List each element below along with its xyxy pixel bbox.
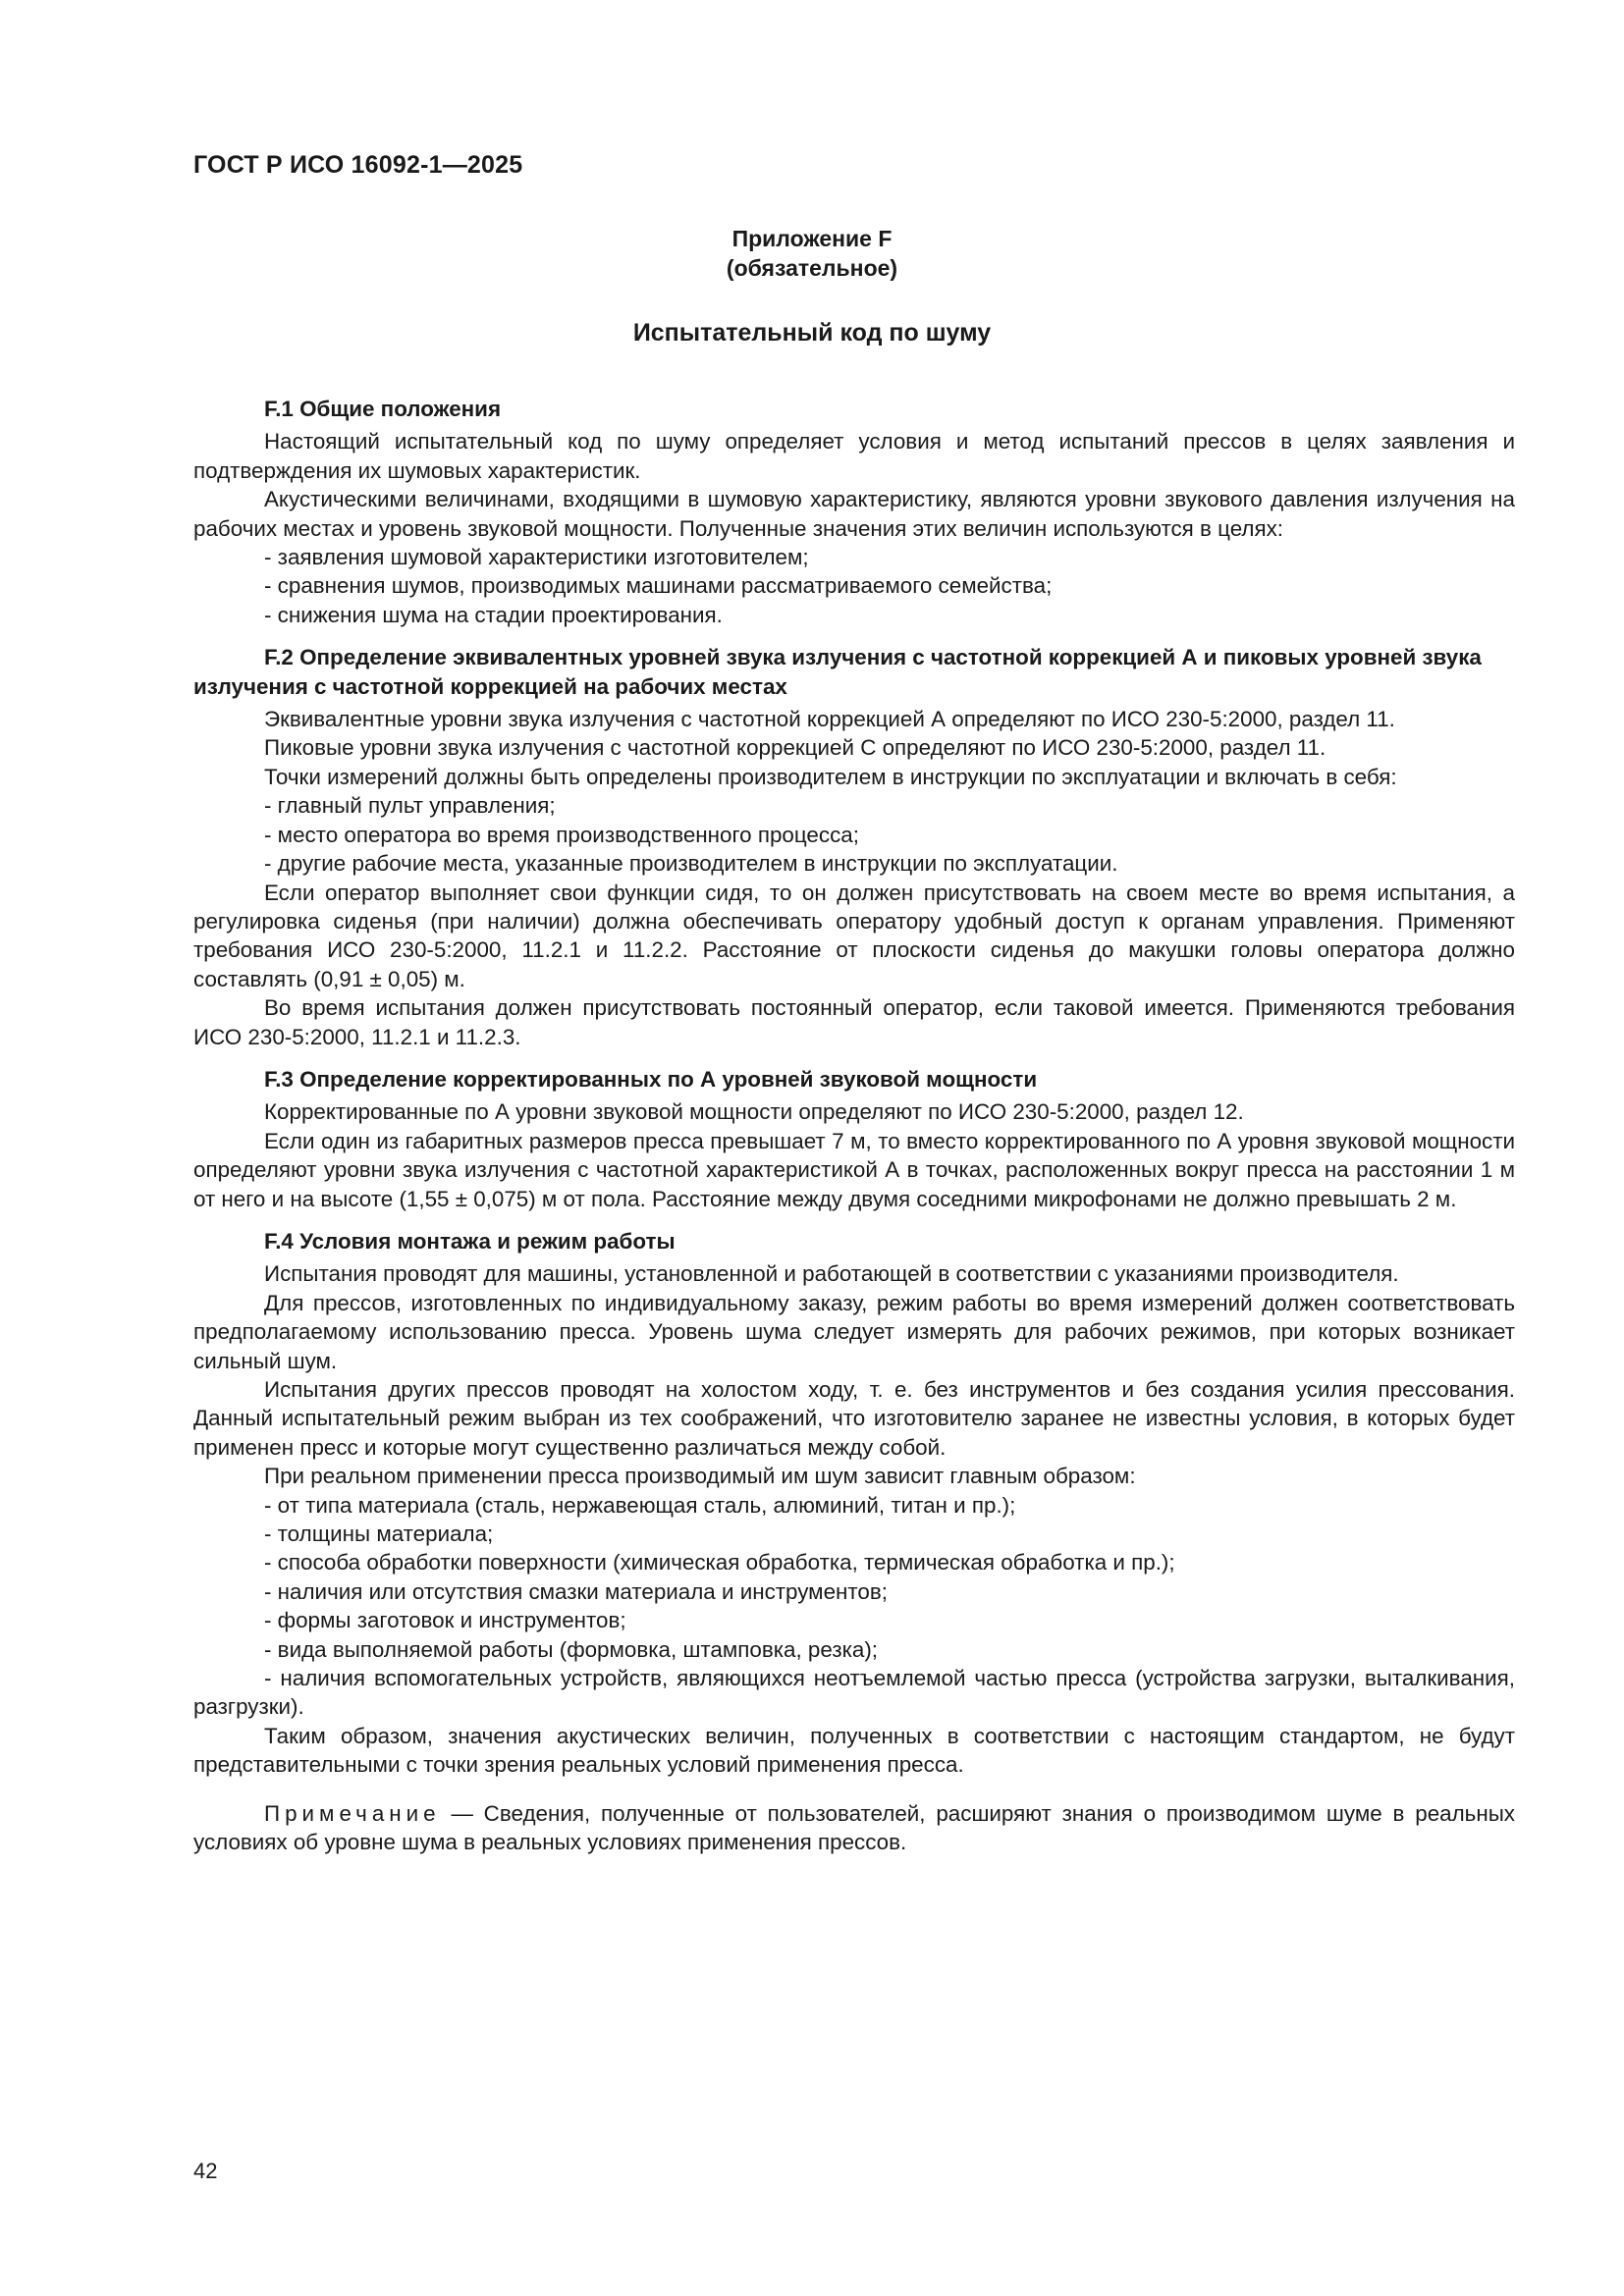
list-item: - главный пульт управления; [264,793,556,819]
list-item: - способа обработки поверхности (химическая обработка, термическая обработка и пр.); [264,1550,1175,1575]
section-f2-title: F.2 Определение эквивалентных уровней звука излучения с частотной коррекцией А и пиковых уровней звука излучения с частотной коррекцией на рабочих местах [193,645,1482,699]
note-label: Примечание [264,1800,441,1826]
paragraph: Таким образом, значения акустических величин, полученных в соответствии с настоящим стандартом, не будут представительными с точки зрения реальных условий применения пресса. [193,1723,1515,1778]
paragraph: Настоящий испытательный код по шуму определяет условия и метод испытаний прессов в целях заявления и подтверждения их шумовых характеристик. [193,429,1515,483]
paragraph: Испытания других прессов проводят на холостом ходу, т. е. без инструментов и без создания усилия прессования. Данный испытательный режим выбран из тех соображений, что изготовителю заранее не известны условия, в которых будет применен пресс и которые могут существенно различаться между собой. [193,1377,1515,1460]
list-item: - наличия или отсутствия смазки материала и инструментов; [264,1578,888,1604]
paragraph: Испытания проводят для машины, установленной и работающей в соответствии с указаниями производителя. [264,1261,1399,1287]
paragraph: Акустическими величинами, входящими в шумовую характеристику, являются уровни звукового давления излучения на рабочих местах и уровень звуковой мощности. Полученные значения этих величин используются в целях: [193,487,1515,541]
paragraph: Эквивалентные уровни звука излучения с частотной коррекцией А определяют по ИСО 230-5:2000, раздел 11. [264,707,1395,732]
annex-title: Приложение F [731,226,893,251]
paragraph: Во время испытания должен присутствовать постоянный оператор, если таковой имеется. Применяются требования ИСО 230-5:2000, 11.2.1 и 11.2.3. [193,995,1515,1049]
list-item: - от типа материала (сталь, нержавеющая сталь, алюминий, титан и пр.); [264,1492,1016,1518]
list-item: - наличия вспомогательных устройств, являющихся неотъемлемой частью пресса (устройства загрузки, выталкивания, разгрузки). [193,1666,1515,1720]
list-item: - вида выполняемой работы (формовка, штамповка, резка); [264,1636,879,1662]
annex-heading: Испытательный код по шуму [632,319,992,347]
annex-status: (обязательное) [726,255,898,281]
page-number: 42 [193,2159,218,2183]
section-f4-title: F.4 Условия монтажа и режим работы [264,1228,676,1254]
list-item: - сравнения шумов, производимых машинами рассматриваемого семейства; [264,573,1053,599]
paragraph: Корректированные по А уровни звуковой мощности определяют по ИСО 230-5:2000, раздел 12. [264,1099,1244,1125]
document-code: ГОСТ Р ИСО 16092-1—2025 [193,151,523,179]
annex-header [0,224,1624,283]
section-f1-title: F.1 Общие положения [264,397,502,421]
list-item: - формы заготовок и инструментов; [264,1608,626,1633]
paragraph: Пиковые уровни звука излучения с частотной коррекцией С определяют по ИСО 230-5:2000, раздел 11. [264,735,1326,761]
list-item: - снижения шума на стадии проектирования. [264,602,723,627]
paragraph: Точки измерений должны быть определены производителем в инструкции по эксплуатации и включать в себя: [264,764,1397,789]
list-item: - заявления шумовой характеристики изготовителем; [264,545,809,570]
document-body [193,395,1515,1857]
list-item: - толщины материала; [264,1522,494,1547]
note [193,1799,1515,1857]
note-text: — Сведения, полученные от пользователей, расширяют знания о производимом шуме в реальных условиях об уровне шума в реальных условиях применения прессов. [193,1800,1515,1855]
list-item: - место оператора во время производственного процесса; [264,822,859,847]
paragraph: При реальном применении пресса производимый им шум зависит главным образом: [264,1464,1136,1489]
paragraph: Для прессов, изготовленных по индивидуальному заказу, режим работы во время измерений должен соответствовать предполагаемому использованию пресса. Уровень шума следует измерять для рабочих режимов, при которых возникает сильный шум. [193,1290,1515,1373]
list-item: - другие рабочие места, указанные производителем в инструкции по эксплуатации. [264,851,1118,877]
paragraph: Если один из габаритных размеров пресса превышает 7 м, то вместо корректированного по А уровня звуковой мощности определяют уровни звука излучения с частотной характеристикой А в точках, расположенных вокруг пресса на расстоянии 1 м от него и на высоте (1,55 ± 0,075) м от пола. Расстояние между двумя соседними микрофонами не должно превышать 2 м. [193,1128,1515,1211]
section-f3-title: F.3 Определение корректированных по А уровней звуковой мощности [264,1066,1038,1092]
paragraph: Если оператор выполняет свои функции сидя, то он должен присутствовать на своем месте во время испытания, а регулировка сиденья (при наличии) должна обеспечивать оператору удобный доступ к органам управления. Применяют требования ИСО 230-5:2000, 11.2.1 и 11.2.2. Расстояние от плоскости сиденья до макушки головы оператора должно составлять (0,91 ± 0,05) м. [193,880,1515,991]
